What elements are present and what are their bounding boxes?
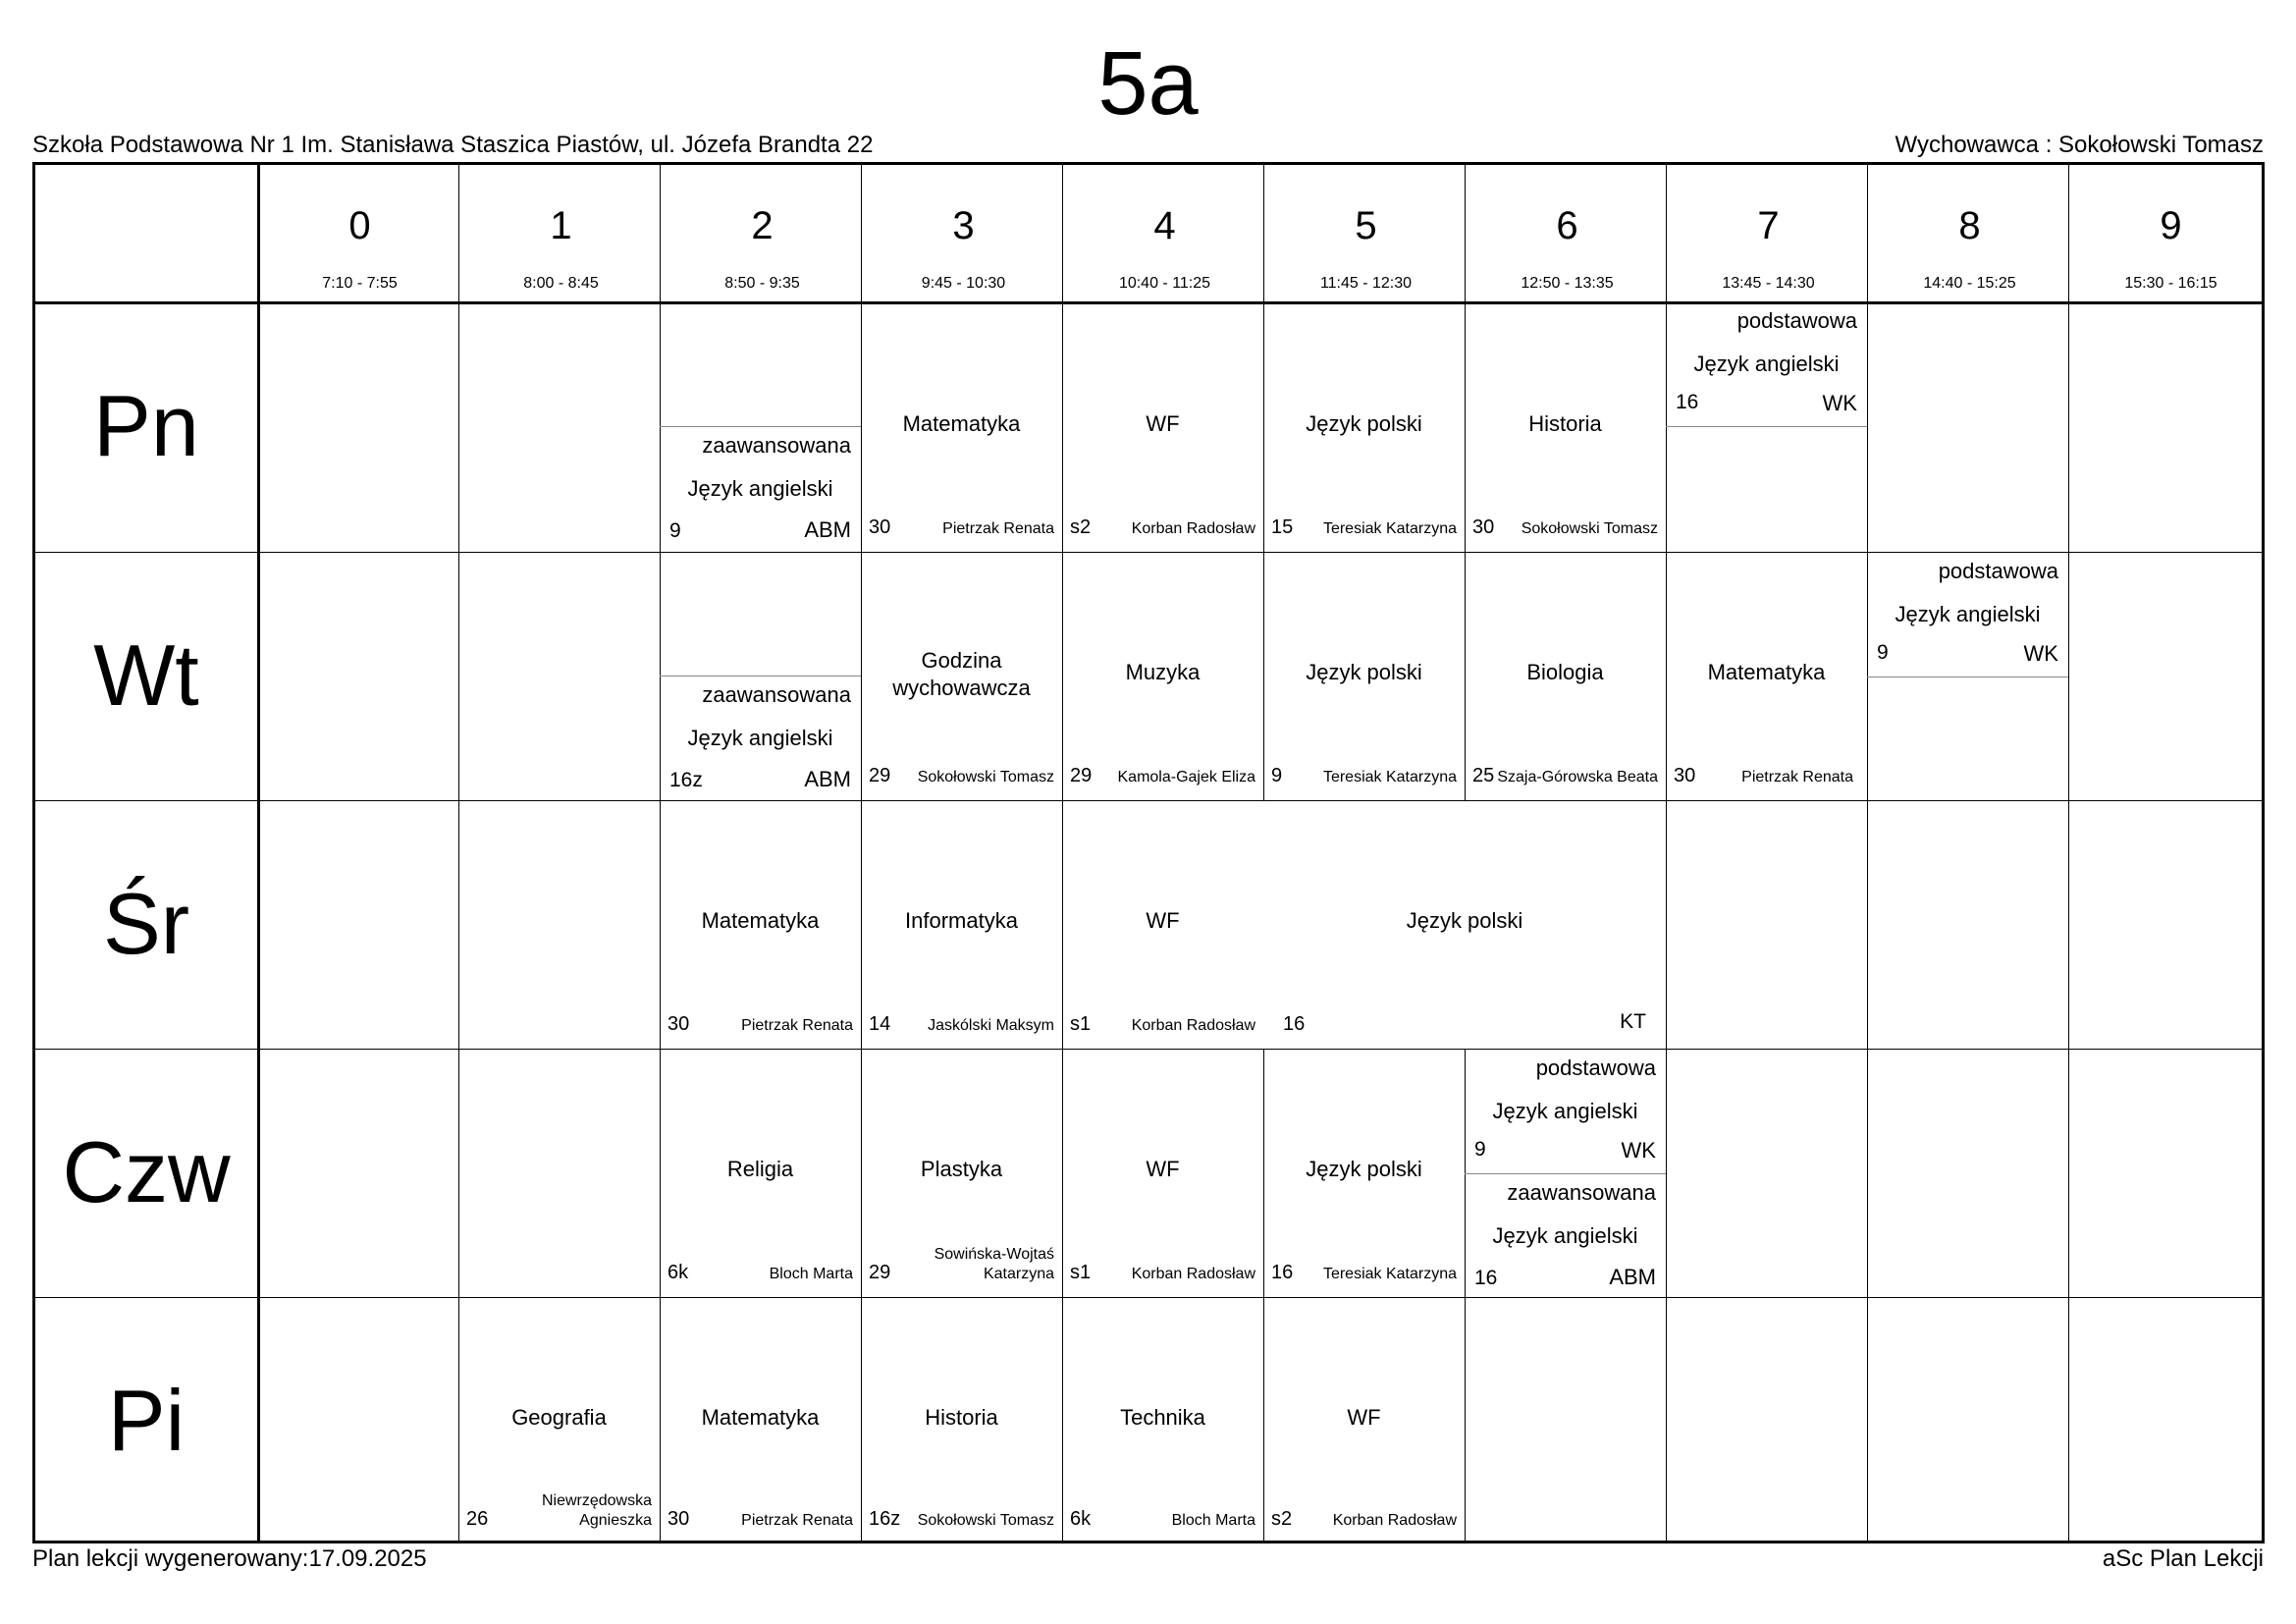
lesson-group [1867,553,2068,677]
lesson-cell[interactable] [1263,1050,1465,1297]
lesson-cell[interactable] [1666,553,1867,800]
room: 9 [1271,765,1283,786]
lesson-cell[interactable] [660,553,861,800]
class-title: 5a [1097,33,1199,134]
teacher: ABM [804,517,851,542]
subject: Muzyka [1125,660,1201,684]
lesson-cell[interactable] [1465,553,1666,800]
period-number: 1 [550,204,572,247]
subject: Informatyka [905,908,1018,933]
teacher: Sokołowski Tomasz [917,769,1054,785]
subject: WF [1347,1405,1381,1430]
day-tuesday: Wt [93,626,199,724]
school-name: Szkoła Podstawowa Nr 1 Im. Stanisława Staszica Piastów, ul. Józefa Brandta 22 [32,132,874,158]
teacher-last: Niewrzędowska [541,1492,652,1509]
teacher: Bloch Marta [1171,1512,1255,1529]
room: 30 [869,516,891,538]
teacher: Teresiak Katarzyna [1322,520,1457,537]
lesson-cell[interactable] [660,1050,861,1297]
subject: Geografia [511,1405,607,1430]
subject: Język angielski [1492,1223,1638,1248]
period-time: 12:50 - 13:35 [1521,275,1614,292]
generated-date: Plan lekcji wygenerowany:17.09.2025 [32,1545,427,1572]
lesson-cell[interactable] [861,801,1062,1049]
period-number: 6 [1556,204,1578,247]
lesson-cell[interactable] [1263,553,1465,800]
teacher: ABM [804,767,851,791]
room: 29 [869,1262,891,1283]
period-number: 8 [1958,204,1981,247]
lesson-cell[interactable] [861,1050,1062,1297]
subject: Język polski [1306,1157,1422,1181]
lesson-group [660,426,861,553]
lesson-cell[interactable] [660,1298,861,1543]
lesson-cell[interactable] [861,302,1062,552]
teacher: Sokołowski Tomasz [1521,520,1658,537]
lesson-cell[interactable] [1465,1050,1666,1297]
room: s2 [1070,516,1092,538]
teacher: Pietrzak Renata [741,1017,853,1034]
lesson-cell[interactable] [861,553,1062,800]
room: 26 [466,1508,489,1530]
room: 9 [1474,1138,1486,1161]
room: 16 [1676,391,1699,413]
lesson-group [660,676,861,801]
teacher: Szaja-Górowska Beata [1497,769,1658,785]
day-friday: Pi [107,1372,186,1469]
lesson-cell[interactable] [1465,302,1666,552]
subject: Historia [925,1405,998,1430]
lesson-group [1666,302,1867,427]
period-time: 15:30 - 16:15 [2124,275,2217,292]
room: 6k [1070,1508,1092,1530]
period-time: 7:10 - 7:55 [322,275,398,292]
lesson-cell[interactable] [1263,1298,1465,1543]
teacher: Kamola-Gajek Eliza [1117,769,1255,785]
subject: Matematyka [701,1405,820,1430]
group-label: podstawowa [1535,1056,1656,1080]
room: 14 [869,1013,891,1035]
subject: Język angielski [1895,602,2041,626]
group-label: podstawowa [1938,559,2058,583]
subject: Matematyka [902,411,1021,436]
period-number: 2 [751,204,774,247]
homeroom-teacher: Wychowawca : Sokołowski Tomasz [1895,132,2264,158]
room: 16 [1283,1013,1306,1035]
subject: Język polski [1306,411,1422,436]
teacher: Korban Radosław [1131,520,1255,537]
teacher: Sokołowski Tomasz [917,1512,1054,1529]
room: 9 [1877,641,1889,664]
subject: Godzina wychowawcza [892,648,1031,700]
software-name: aSc Plan Lekcji [2102,1545,2264,1572]
subject: Matematyka [701,908,820,933]
period-number: 4 [1153,204,1176,247]
lesson-cell[interactable] [1062,553,1263,800]
room: s1 [1070,1262,1092,1283]
teacher: WK [1822,391,1857,415]
subject: Religia [726,1157,794,1181]
lesson-group [1465,1174,1666,1297]
lesson-cell[interactable] [1867,553,2068,800]
room: 30 [1472,516,1495,538]
period-time: 10:40 - 11:25 [1118,275,1211,292]
subject: Biologia [1526,660,1604,684]
room: 16z [869,1508,901,1530]
room: 25 [1472,765,1495,786]
subject: Język angielski [687,476,833,501]
teacher: Korban Radosław [1332,1512,1457,1529]
period-time: 11:45 - 12:30 [1319,275,1413,292]
subject: WF [1146,411,1180,436]
room: 15 [1271,516,1294,538]
timetable-grid [32,162,2265,1543]
teacher-first: Agnieszka [579,1512,652,1529]
day-wednesday: Śr [103,875,189,972]
period-number: 0 [348,204,371,247]
lesson-cell[interactable] [861,1298,1062,1543]
subject: WF [1146,908,1180,933]
lesson-cell[interactable] [1062,302,1263,552]
period-time: 14:40 - 15:25 [1923,275,2016,292]
room: 6k [667,1262,689,1283]
teacher: WK [1621,1138,1656,1163]
period-time: 9:45 - 10:30 [921,275,1006,292]
lesson-cell[interactable] [1263,302,1465,552]
room: 16 [1271,1262,1294,1283]
subject: Język polski [1306,660,1422,684]
teacher: Teresiak Katarzyna [1322,769,1457,785]
room: 16 [1474,1267,1498,1289]
subject: Historia [1528,411,1602,436]
room: s1 [1070,1013,1092,1035]
teacher: Teresiak Katarzyna [1322,1266,1457,1282]
subject: Matematyka [1707,660,1826,684]
teacher: Korban Radosław [1131,1266,1255,1282]
room: 29 [1070,765,1093,786]
lesson-cell[interactable] [660,302,861,552]
period-number: 9 [2160,204,2182,247]
subject: Język angielski [1693,352,1840,376]
teacher: Pietrzak Renata [741,1512,853,1529]
lesson-cell[interactable] [1062,1050,1263,1297]
room: 30 [667,1508,690,1530]
subject: Język angielski [687,726,833,750]
room: 16z [669,769,703,791]
teacher: Jaskólski Maksym [928,1017,1054,1034]
subject: WF [1146,1157,1180,1181]
period-time: 8:00 - 8:45 [523,275,599,292]
lesson-cell[interactable] [660,801,861,1049]
group-label: zaawansowana [1507,1180,1656,1205]
teacher-last: Katarzyna [983,1266,1054,1282]
lesson-cell[interactable] [458,1298,660,1543]
period-number: 5 [1355,204,1377,247]
teacher: Pietrzak Renata [1741,769,1853,785]
subject: Język angielski [1492,1099,1638,1123]
period-number: 7 [1757,204,1780,247]
subject: Technika [1120,1405,1205,1430]
teacher: KT [1620,1010,1646,1033]
day-monday: Pn [93,377,199,474]
teacher: Bloch Marta [769,1266,853,1282]
period-time: 13:45 - 14:30 [1722,275,1815,292]
period-time: 8:50 - 9:35 [724,275,800,292]
room: 9 [669,519,681,542]
room: 30 [1674,765,1696,786]
room: s2 [1271,1508,1293,1530]
subject: Język polski [1406,908,1523,933]
period-number: 3 [952,204,975,247]
lesson-cell[interactable] [1062,1298,1263,1543]
group-label: podstawowa [1736,308,1857,333]
subject: Plastyka [920,1157,1003,1181]
group-label: zaawansowana [702,682,851,707]
teacher: Korban Radosław [1131,1017,1255,1034]
lesson-cell[interactable] [1666,302,1867,552]
teacher: WK [2023,641,2058,666]
teacher: ABM [1609,1265,1656,1289]
lesson-cell-double[interactable] [1263,801,1666,1049]
teacher-first: Sowińska-Wojtaś [934,1246,1054,1263]
room: 29 [869,765,891,786]
day-thursday: Czw [62,1123,231,1220]
lesson-cell[interactable] [1062,801,1263,1049]
room: 30 [667,1013,690,1035]
lesson-group [1465,1050,1666,1174]
group-label: zaawansowana [702,433,851,458]
teacher: Pietrzak Renata [942,520,1054,537]
